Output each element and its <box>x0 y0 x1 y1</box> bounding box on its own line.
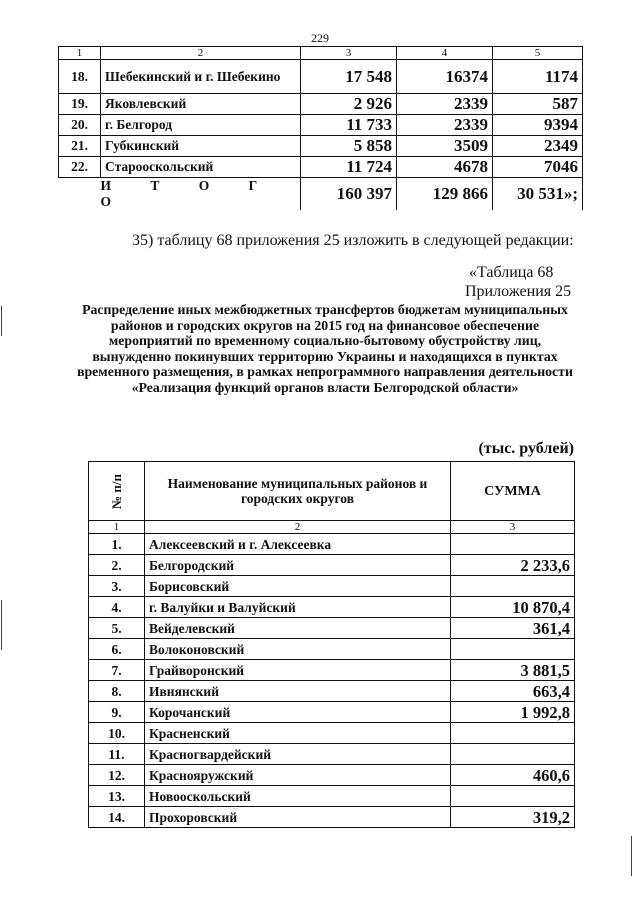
row-name: Шебекинский и г. Шебекино <box>101 60 301 94</box>
row-name: Корочанский <box>145 702 451 723</box>
row-col5: 9394 <box>493 115 583 136</box>
row-sum <box>451 576 575 597</box>
row-number: 6. <box>89 639 145 660</box>
table-row <box>89 555 575 576</box>
row-name: Губкинский <box>101 136 301 157</box>
row-sum <box>451 786 575 807</box>
row-name: г. Валуйки и Валуйский <box>145 597 451 618</box>
row-sum: 663,4 <box>451 681 575 702</box>
row-number: 21. <box>59 136 101 157</box>
row-col4: 16374 <box>397 60 493 94</box>
row-sum: 10 870,4 <box>451 597 575 618</box>
table-row <box>89 744 575 765</box>
row-sum: 2 233,6 <box>451 555 575 576</box>
instruction-text: 35) таблицу 68 приложения 25 изложить в следующей редакции: <box>132 232 574 249</box>
row-number: 13. <box>89 786 145 807</box>
row-sum <box>451 723 575 744</box>
table-row <box>59 94 583 115</box>
row-number: 4. <box>89 597 145 618</box>
row-sum: 3 881,5 <box>451 660 575 681</box>
header-sum: СУММА <box>451 462 575 521</box>
row-name: г. Белгород <box>101 115 301 136</box>
header-num-text: № п/п <box>109 473 124 509</box>
row-number: 8. <box>89 681 145 702</box>
row-col3: 2 926 <box>301 94 397 115</box>
table-row <box>59 115 583 136</box>
col-index: 4 <box>397 47 493 60</box>
scan-margin-mark <box>1 600 2 650</box>
row-number: 20. <box>59 115 101 136</box>
table-row <box>89 534 575 555</box>
table-row <box>89 639 575 660</box>
row-col3: 5 858 <box>301 136 397 157</box>
row-name: Грайворонский <box>145 660 451 681</box>
row-col5: 1174 <box>493 60 583 94</box>
row-col4: 2339 <box>397 94 493 115</box>
row-number: 11. <box>89 744 145 765</box>
top-table-index-row <box>59 47 583 60</box>
row-name: Борисовский <box>145 576 451 597</box>
table-row <box>89 576 575 597</box>
row-name: Красненский <box>145 723 451 744</box>
main-table-header <box>89 462 575 521</box>
row-name: Волоконовский <box>145 639 451 660</box>
col-index: 5 <box>493 47 583 60</box>
row-col5: 7046 <box>493 157 583 178</box>
col-index: 3 <box>451 521 575 534</box>
main-table-index-row <box>89 521 575 534</box>
appendix-caption: Приложения 25 <box>465 283 572 300</box>
table-row <box>89 660 575 681</box>
row-number: 22. <box>59 157 101 178</box>
row-sum: 361,4 <box>451 618 575 639</box>
table-row <box>89 681 575 702</box>
row-number: 3. <box>89 576 145 597</box>
col-index: 1 <box>59 47 101 60</box>
table-row <box>89 786 575 807</box>
table-row <box>89 807 575 828</box>
total-label: И Т О Г О <box>59 178 301 211</box>
table-row <box>89 597 575 618</box>
table-caption: «Таблица 68 <box>469 264 554 281</box>
row-name: Красногвардейский <box>145 744 451 765</box>
row-number: 10. <box>89 723 145 744</box>
col-index: 2 <box>145 521 451 534</box>
row-sum: 460,6 <box>451 765 575 786</box>
row-name: Алексеевский и г. Алексеевка <box>145 534 451 555</box>
row-col5: 587 <box>493 94 583 115</box>
row-number: 14. <box>89 807 145 828</box>
row-number: 9. <box>89 702 145 723</box>
table-row <box>59 136 583 157</box>
row-number: 12. <box>89 765 145 786</box>
table-row <box>89 618 575 639</box>
row-sum <box>451 639 575 660</box>
row-name: Старооскольский <box>101 157 301 178</box>
main-table <box>88 461 575 828</box>
row-number: 1. <box>89 534 145 555</box>
row-sum <box>451 744 575 765</box>
row-col4: 2339 <box>397 115 493 136</box>
row-name: Прохоровский <box>145 807 451 828</box>
total-col5: 30 531»; <box>493 178 583 211</box>
row-sum <box>451 534 575 555</box>
row-name: Ивнянский <box>145 681 451 702</box>
row-number: 18. <box>59 60 101 94</box>
units-label: (тыс. рублей) <box>478 440 574 457</box>
total-row <box>59 178 583 211</box>
row-name: Новооскольский <box>145 786 451 807</box>
scan-margin-mark <box>631 836 632 876</box>
table-row <box>59 157 583 178</box>
row-name: Вейделевский <box>145 618 451 639</box>
row-col3: 11 724 <box>301 157 397 178</box>
header-num <box>89 462 145 521</box>
row-sum: 1 992,8 <box>451 702 575 723</box>
col-index: 3 <box>301 47 397 60</box>
row-number: 7. <box>89 660 145 681</box>
table-row <box>89 702 575 723</box>
col-index: 1 <box>89 521 145 534</box>
row-col5: 2349 <box>493 136 583 157</box>
document-title: Распределение иных межбюджетных трансфертов бюджетам муниципальных районов и городских округов на 2015 год на финансовое обеспечение мероприятий по временному социально-бытовому обустройству лиц, вынужденно покинувших территорию Украины и находящихся в пунктах временного размещения, в рамках непрограммного направления деятельности «Реализация функций органов власти Белгородской области» <box>77 302 573 395</box>
row-col3: 11 733 <box>301 115 397 136</box>
total-col3: 160 397 <box>301 178 397 211</box>
header-name: Наименование муниципальных районов и городских округов <box>145 462 451 521</box>
row-number: 19. <box>59 94 101 115</box>
table-row <box>89 723 575 744</box>
row-number: 5. <box>89 618 145 639</box>
row-number: 2. <box>89 555 145 576</box>
table-row <box>89 765 575 786</box>
row-col3: 17 548 <box>301 60 397 94</box>
row-name: Яковлевский <box>101 94 301 115</box>
row-col4: 4678 <box>397 157 493 178</box>
row-name: Белгородский <box>145 555 451 576</box>
row-sum: 319,2 <box>451 807 575 828</box>
table-row <box>59 60 583 94</box>
row-name: Краснояружский <box>145 765 451 786</box>
total-col4: 129 866 <box>397 178 493 211</box>
col-index: 2 <box>101 47 301 60</box>
top-table <box>58 46 583 210</box>
scan-margin-mark <box>1 306 2 336</box>
row-col4: 3509 <box>397 136 493 157</box>
page-number: 229 <box>311 31 329 45</box>
